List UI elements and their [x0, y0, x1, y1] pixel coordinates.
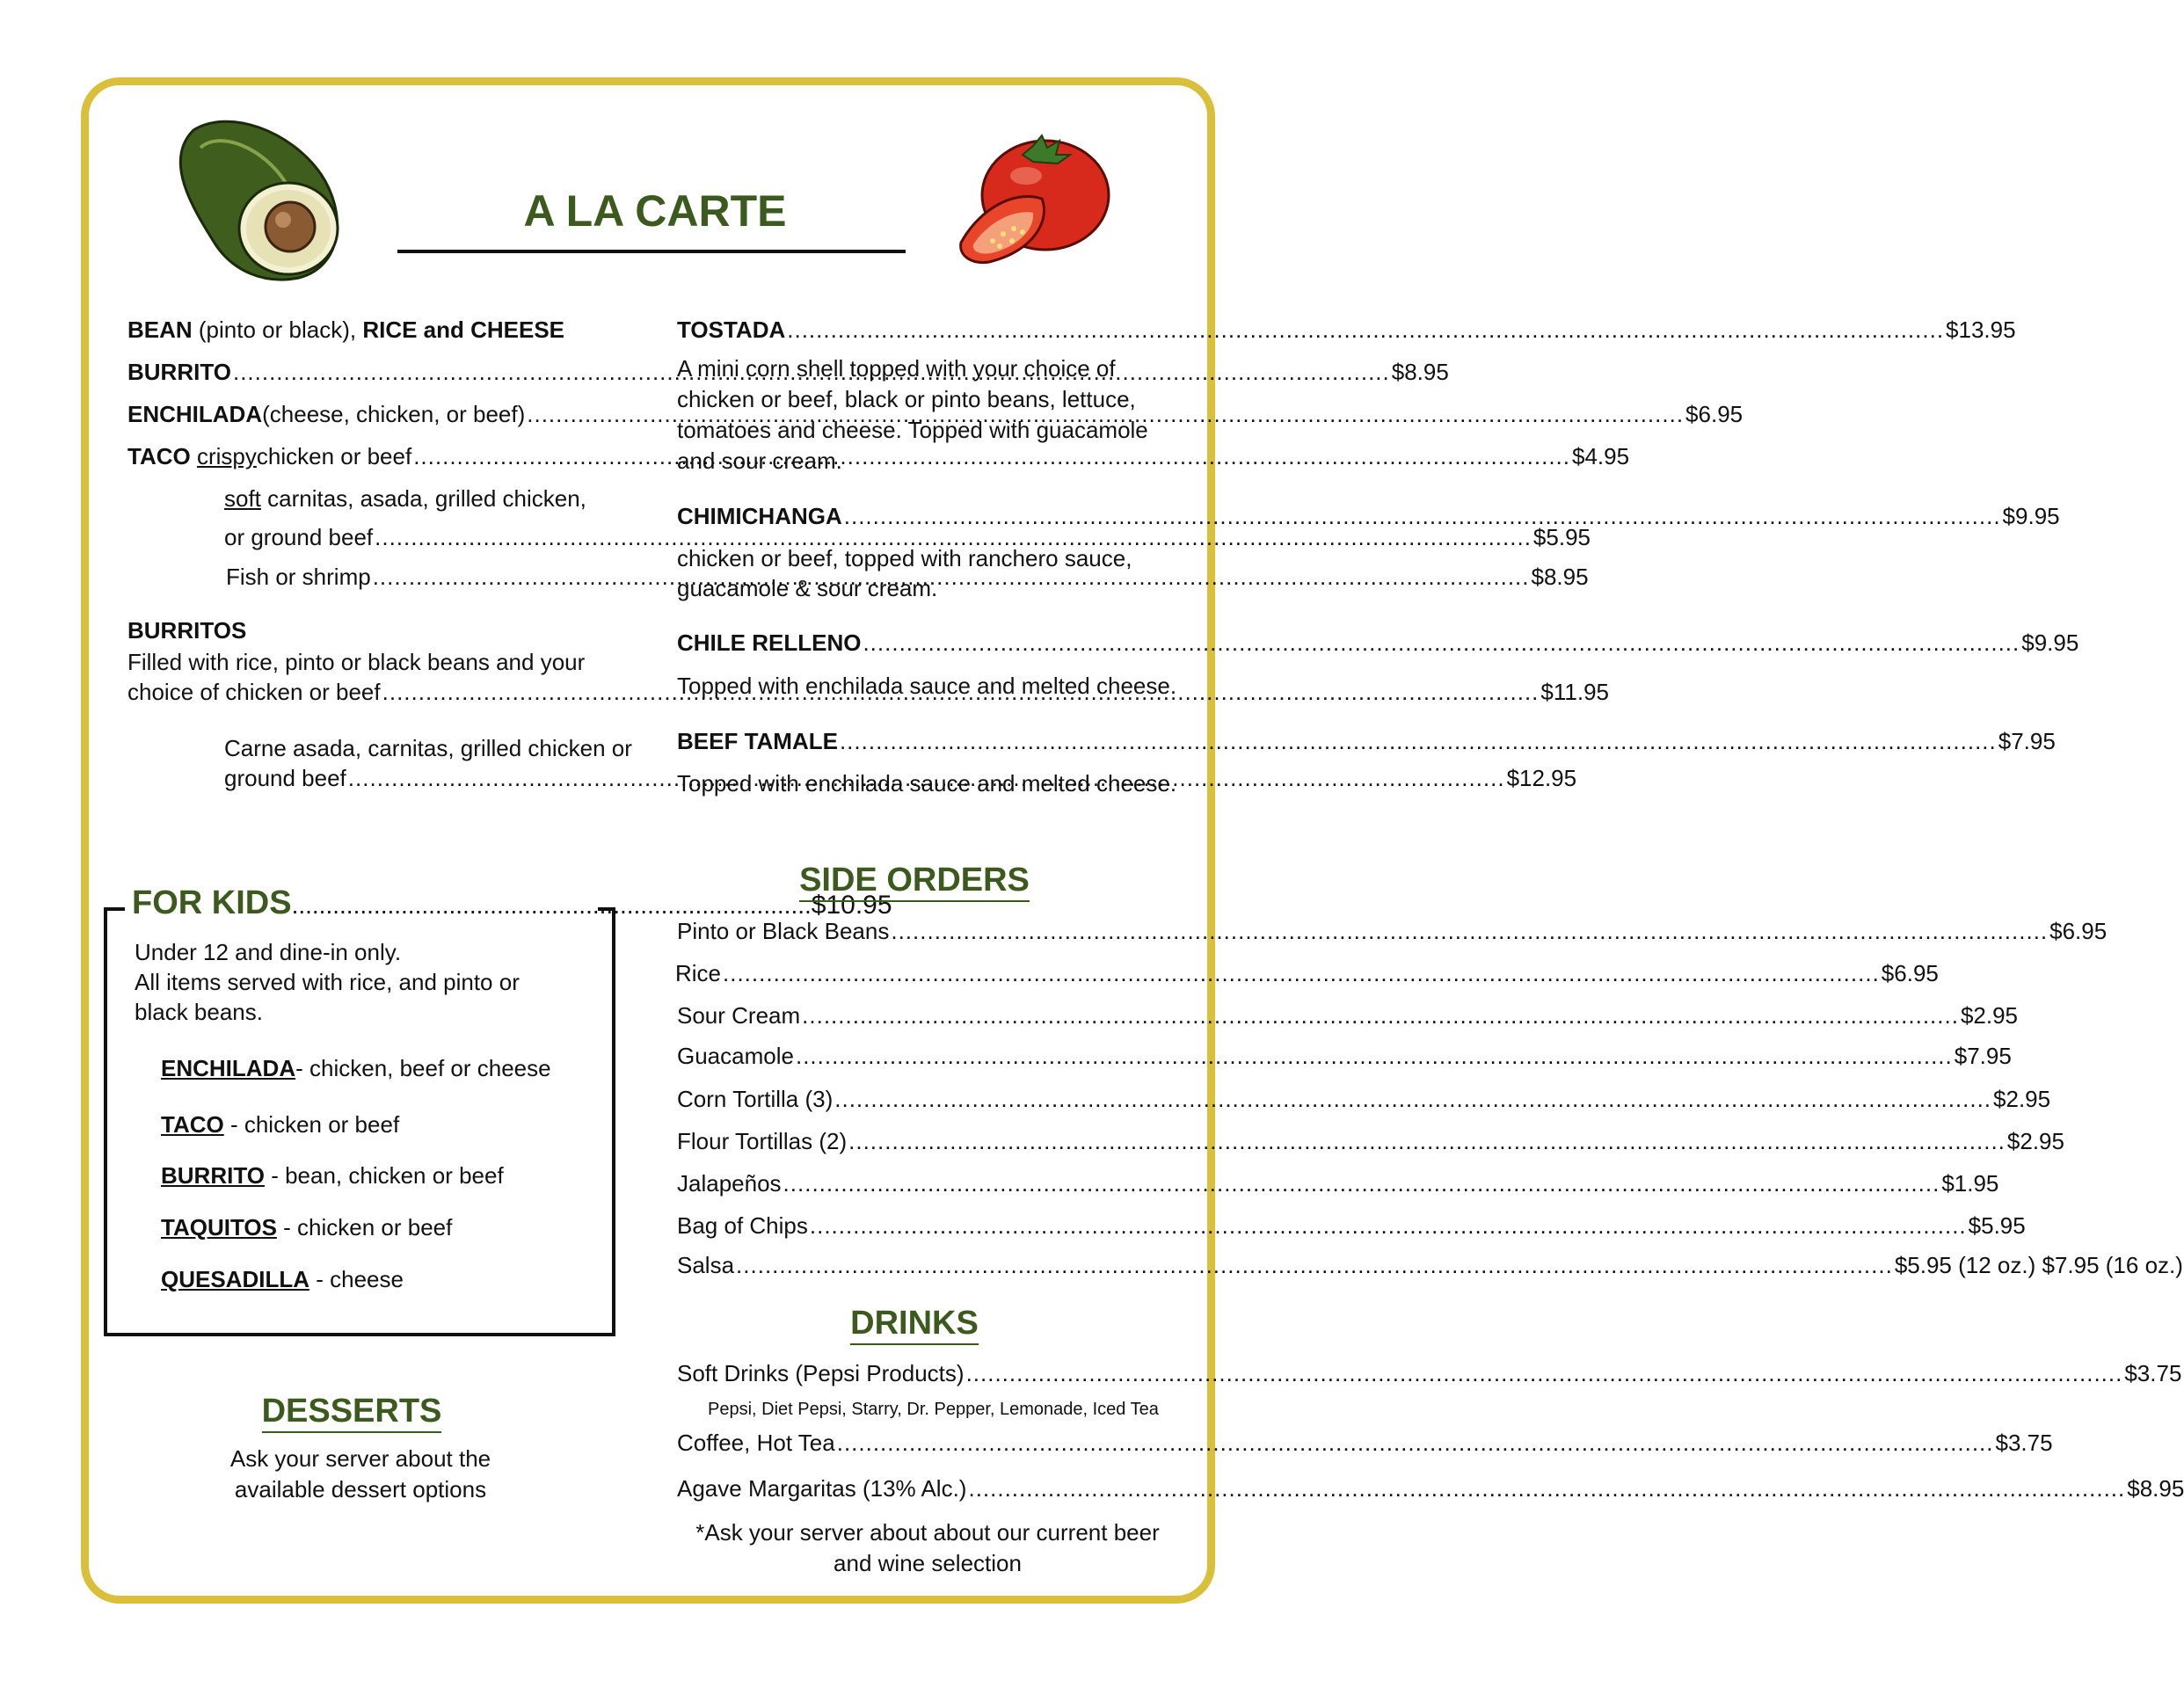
item-price: $6.95 [1881, 960, 1939, 986]
item-name: ground beef [224, 765, 346, 791]
drinks-note-1: *Ask your server about about our current beer [695, 1519, 1160, 1546]
item-name: Pinto or Black Beans [677, 918, 890, 944]
item-price: $7.95 [1998, 728, 2056, 754]
kids-item-detail: - cheese [309, 1266, 404, 1292]
chimichanga-desc-1: chicken or beef, topped with ranchero sauce, [677, 545, 1132, 571]
item-price: $8.95 [1391, 359, 1449, 385]
item-price: $5.95 [1968, 1212, 2026, 1239]
drinks-heading-wrap [739, 1303, 1090, 1343]
side-item [677, 1000, 2019, 1030]
beef-tamale-desc: Topped with enchilada sauce and melted cheese. [677, 770, 1177, 797]
rice-cheese-label: RICE and CHEESE [362, 316, 565, 343]
kids-box-top-left [104, 907, 125, 911]
tomato-icon [954, 137, 1117, 269]
soft-taco-row [224, 522, 1591, 552]
bean-label: BEAN [127, 316, 193, 343]
kids-item-detail: - bean, chicken or beef [264, 1162, 504, 1189]
item-name: CHILE RELLENO [677, 629, 862, 656]
side-item [677, 1126, 2064, 1156]
margarita-row [677, 1473, 2184, 1503]
tostada-desc-4: and sour cream. [677, 447, 842, 474]
coffee-row [677, 1428, 2053, 1458]
item-name: Soft Drinks (Pepsi Products) [677, 1360, 965, 1386]
side-item [677, 1041, 2012, 1071]
kids-item [161, 1212, 452, 1242]
item-name: ENCHILADA [127, 401, 263, 427]
kids-item-detail: - chicken or beef [223, 1111, 400, 1138]
page-title: A LA CARTE [523, 186, 787, 236]
kids-item-name: ENCHILADA [161, 1055, 296, 1081]
kids-item-name: QUESADILLA [161, 1266, 309, 1292]
title-underline [397, 250, 906, 253]
desserts-heading-wrap [176, 1391, 528, 1431]
kids-header [132, 883, 892, 923]
beef-tamale-row [677, 726, 2056, 756]
side-item [677, 1211, 2026, 1241]
sides-heading-wrap [739, 860, 1090, 900]
bean-rice-cheese-header [127, 315, 564, 345]
item-price: $9.95 [2021, 629, 2079, 656]
item-price: $13.95 [1946, 316, 2016, 343]
item-name: TOSTADA [677, 316, 786, 343]
tostada-desc-2: chicken or beef, black or pinto beans, lettuce, [677, 386, 1136, 412]
kids-title: FOR KIDS [132, 884, 292, 921]
item-price: $9.95 [2002, 503, 2060, 529]
item-name: Sour Cream [677, 1002, 801, 1029]
item-price: $3.75 [2124, 1360, 2182, 1386]
item-name: Rice [675, 960, 722, 986]
kids-item [161, 1160, 504, 1190]
item-name: Corn Tortilla (3) [677, 1086, 834, 1112]
avocado-icon [167, 113, 352, 285]
item-name: CHIMICHANGA [677, 503, 842, 529]
kids-item-detail: - chicken or beef [276, 1214, 453, 1241]
item-name: Coffee, Hot Tea [677, 1430, 835, 1456]
tostada-row [677, 315, 2016, 345]
kids-note-2: All items served with rice, and pinto or [135, 969, 520, 995]
drinks-note-2: and wine selection [834, 1550, 1022, 1576]
item-price: $12.95 [1506, 765, 1577, 791]
side-item [675, 958, 1939, 988]
side-item [677, 1084, 2051, 1114]
tostada-desc-1: A mini corn shell topped with your choice of [677, 355, 1116, 382]
soft-label: soft [224, 485, 261, 512]
desserts-line-2: available dessert options [234, 1476, 487, 1502]
kids-item-detail: - chicken, beef or cheese [295, 1055, 551, 1081]
chimichanga-desc-2: guacamole & sour cream. [677, 575, 938, 601]
desserts-line-1: Ask your server about the [229, 1445, 491, 1472]
item-price: $8.95 [2127, 1475, 2184, 1502]
item-price: $6.95 [1685, 401, 1744, 427]
item-name: Agave Margaritas (13% Alc.) [677, 1475, 967, 1502]
salsa-row [677, 1250, 2183, 1280]
kids-item-name: TACO [161, 1111, 224, 1138]
item-price: $5.95 [1532, 524, 1591, 550]
kids-price: $10.95 [811, 891, 892, 920]
desserts-title: DESSERTS [262, 1393, 442, 1433]
item-name: Flour Tortillas (2) [677, 1128, 848, 1154]
chile-relleno-desc: Topped with enchilada sauce and melted cheese. [677, 673, 1177, 699]
item-price: $2.95 [1993, 1086, 2051, 1112]
item-name: Guacamole [677, 1043, 794, 1069]
side-item [677, 1168, 1999, 1198]
sides-title: SIDE ORDERS [799, 862, 1030, 902]
item-detail: (cheese, chicken, or beef) [262, 401, 526, 427]
bean-detail: (pinto or black), [192, 316, 363, 343]
item-price: $6.95 [2049, 918, 2108, 944]
item-name: Jalapeños [677, 1170, 782, 1197]
item-price: $2.95 [1960, 1002, 2019, 1029]
item-name: BURRITO [127, 359, 231, 385]
item-name: Fish or shrimp [226, 564, 371, 590]
item-price: $7.95 [1954, 1043, 2012, 1069]
side-item [677, 916, 2108, 946]
drinks-title: DRINKS [850, 1305, 979, 1345]
item-price: $1.95 [1941, 1170, 1999, 1197]
item-name: choice of chicken or beef [127, 679, 381, 705]
soft-detail: carnitas, asada, grilled chicken, [260, 485, 586, 512]
kids-item [161, 1264, 404, 1294]
item-name: or ground beef [224, 524, 374, 550]
kids-item-name: TAQUITOS [161, 1214, 277, 1241]
burritos-alt-desc: Carne asada, carnitas, grilled chicken or [224, 735, 632, 761]
soft-drinks-list: Pepsi, Diet Pepsi, Starry, Dr. Pepper, Lemonade, Iced Tea [708, 1400, 1159, 1419]
item-name: Salsa [677, 1252, 735, 1278]
kids-note-3: black beans. [135, 999, 263, 1025]
tostada-desc-3: tomatoes and cheese. Topped with guacamole [677, 417, 1148, 443]
chile-relleno-row [677, 628, 2079, 658]
item-name: TACO [127, 443, 191, 469]
item-price: $8.95 [1531, 564, 1589, 590]
kids-item [161, 1053, 551, 1083]
crispy-label: crispy [196, 443, 257, 469]
item-price: $5.95 (12 oz.) $7.95 (16 oz.) [1894, 1252, 2183, 1278]
item-name: Bag of Chips [677, 1212, 808, 1239]
kids-item [161, 1110, 399, 1139]
burritos-desc: Filled with rice, pinto or black beans and your [127, 649, 586, 675]
kids-item-name: BURRITO [161, 1162, 265, 1189]
item-price: $11.95 [1540, 679, 1609, 705]
soft-taco-line1 [224, 484, 586, 513]
item-price: $3.75 [1995, 1430, 2053, 1456]
item-price: $2.95 [2006, 1128, 2064, 1154]
burritos-heading: BURRITOS [127, 617, 247, 644]
item-detail: chicken or beef [256, 443, 412, 469]
soft-drinks-row [677, 1358, 2182, 1388]
kids-dots: ............................................................................ [291, 891, 812, 919]
item-price: $4.95 [1571, 443, 1630, 469]
chimichanga-row [677, 501, 2060, 531]
kids-note-1: Under 12 and dine-in only. [135, 939, 402, 965]
item-name: BEEF TAMALE [677, 728, 838, 754]
